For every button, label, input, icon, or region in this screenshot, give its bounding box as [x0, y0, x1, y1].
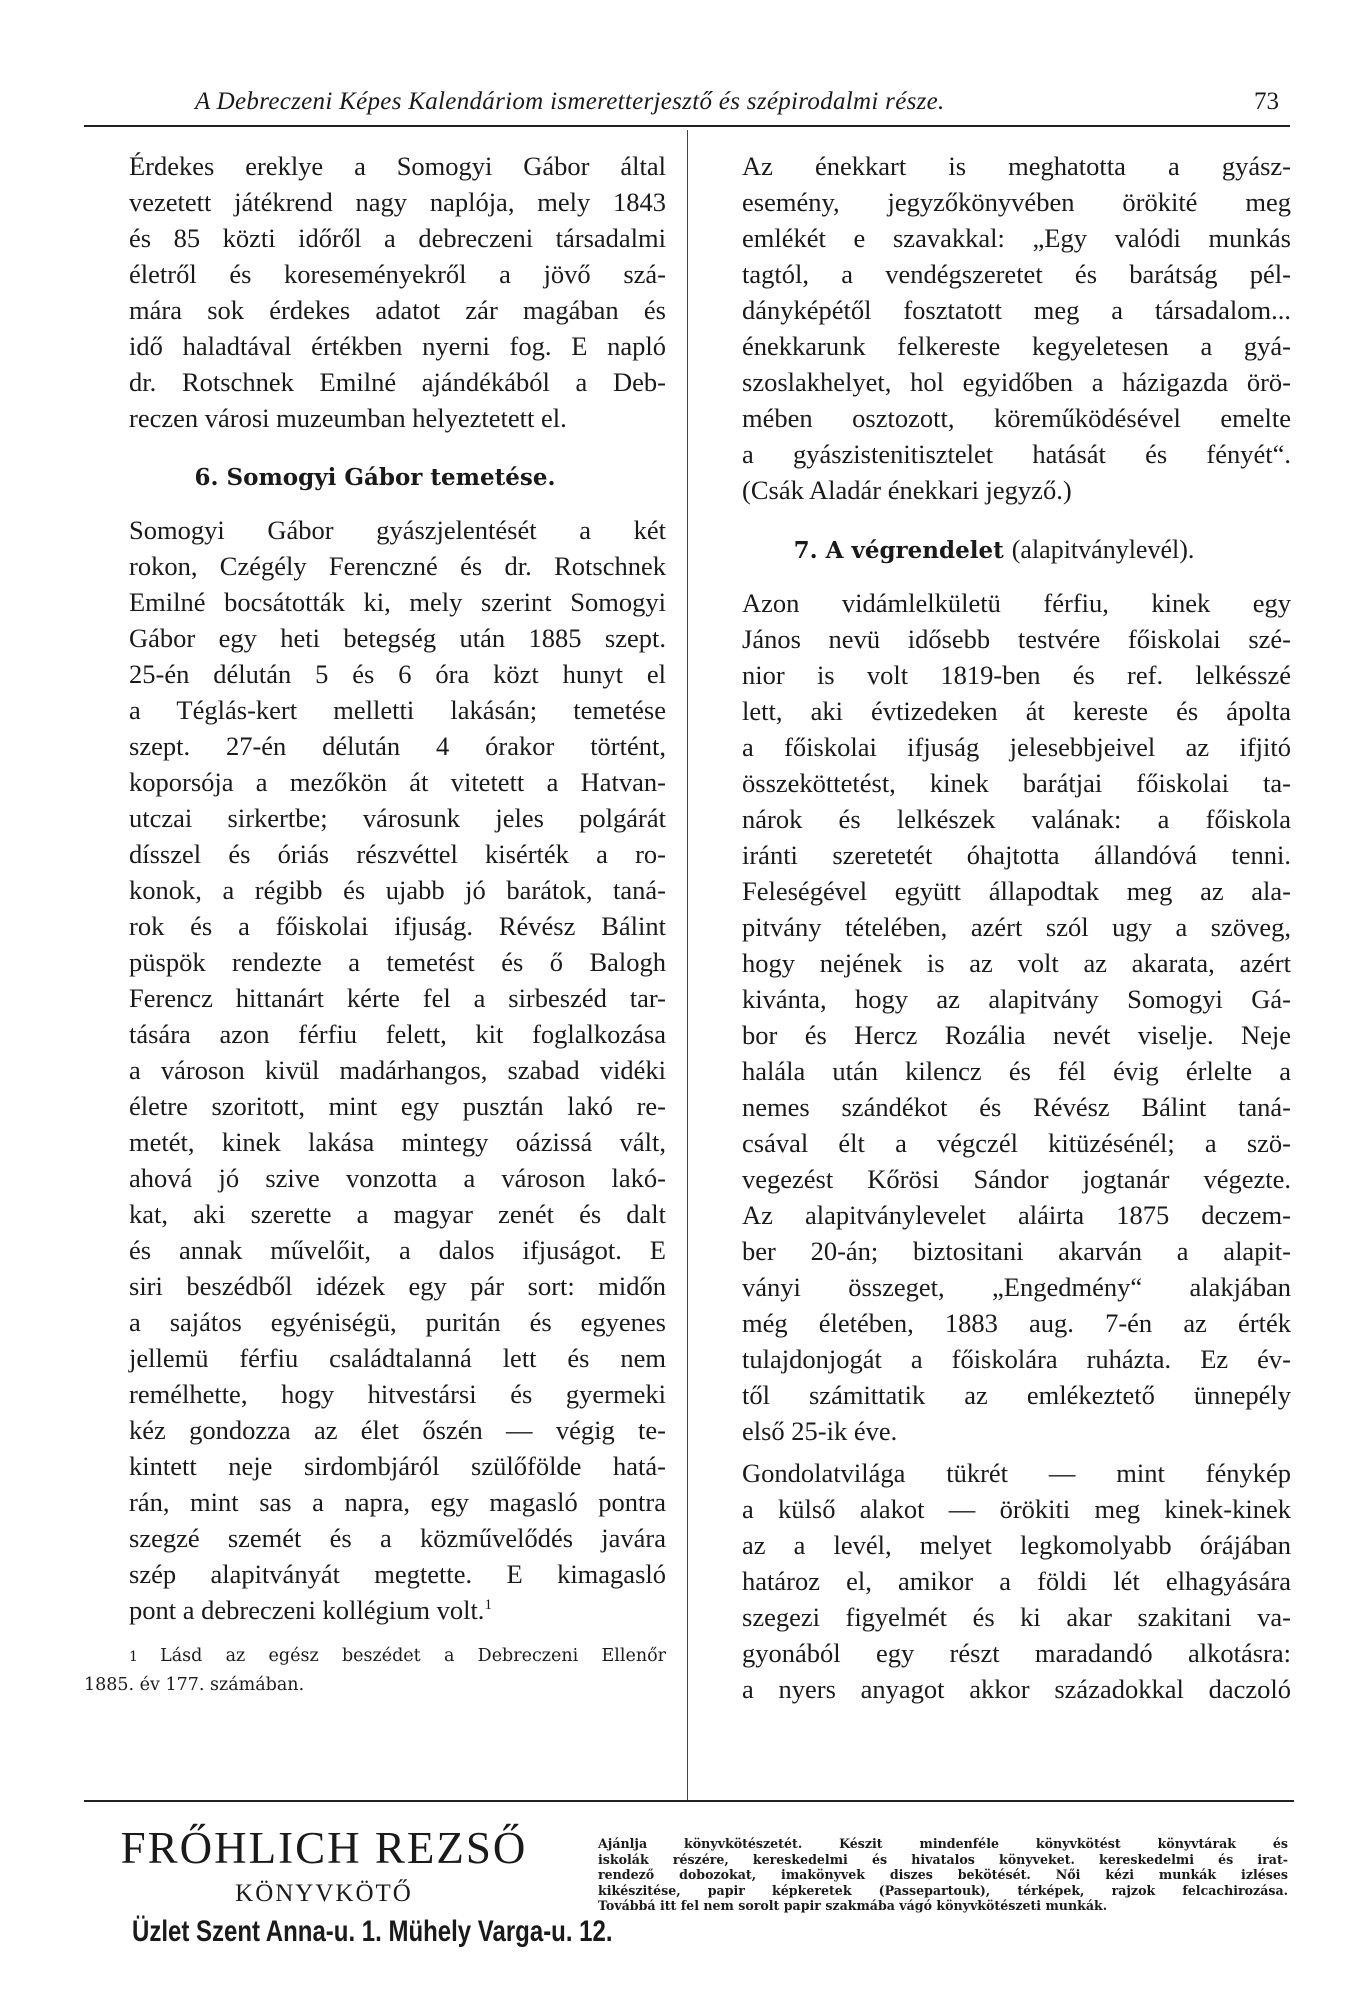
text-line: határoz el, amikor a földi lét elhagyására — [742, 1566, 1291, 1596]
text-line: kat, aki szerette a magyar zenét és dalt — [129, 1199, 666, 1229]
text-line: jellemü férfiu családtalanná lett és nem — [129, 1343, 666, 1373]
text-line: Somogyi Gábor gyászjelentését a két — [129, 515, 666, 545]
text-line: dányképétől fosztatott meg a társadalom... — [742, 295, 1291, 325]
text-line: tagtól, a vendégszeretet és barátság pél- — [742, 259, 1291, 289]
text-line: szép alapitványát megtette. E kimagasló — [129, 1559, 666, 1589]
text-line: esemény, jegyzőkönyvében örökité meg — [742, 187, 1291, 217]
text-line: Emilné bocsátották ki, mely szerint Somogyi — [129, 587, 666, 617]
text-line: pont a debreczeni kollégium volt.$^1$ — [129, 1595, 492, 1625]
text-line: Ferencz hittanárt kérte fel a sirbeszéd tar- — [129, 983, 666, 1013]
paragraph-testament — [697, 585, 1291, 1449]
text-line: kikészitése, papir képkeretek (Passepartouk), térképek, rajzok felcachirozása. — [598, 1882, 1288, 1898]
section-7-title-subtitle: (alapitványlevél). — [1011, 535, 1195, 564]
text-line: Feleségével együtt állapodtak meg az ala- — [742, 876, 1291, 906]
text-line: iskolák részére, kereskedelmi és hivatalos könyveket. kereskedelmi és irat- — [598, 1851, 1288, 1867]
text-line: bor és Hercz Rozália nevét viselje. Neje — [742, 1020, 1291, 1050]
text-line: szept. 27-én délután 4 órakor történt, — [129, 731, 666, 761]
text-line: pitvány tételében, azért szól ugy a szöveg, — [742, 912, 1291, 942]
text-line: szegezi figyelmét és ki akar szakitani va- — [742, 1602, 1291, 1632]
text-line: Az alapitványlevelet aláirta 1875 deczem- — [742, 1200, 1291, 1230]
text-line: Azon vidámlelkületü férfiu, kinek egy — [742, 588, 1291, 618]
header-rule — [84, 125, 1290, 127]
text-line: kintett neje sirdombjáról szülőfölde hatá- — [129, 1451, 666, 1481]
text-line: a nyers anyagot akkor századokkal daczoló — [742, 1674, 1291, 1704]
paragraph-choir — [697, 148, 1291, 508]
text-line: mében osztozott, köreműködésével emelte — [742, 403, 1291, 433]
text-line: tulajdonjogát a főiskolára ruházta. Ez év- — [742, 1344, 1291, 1374]
footnote-reference: 1 — [484, 1597, 492, 1614]
text-line: csával élt a végczél kitüzésénél; a szö- — [742, 1128, 1291, 1158]
advertisement-masthead — [84, 1822, 613, 1952]
text-line: remélhette, hogy hitvestársi és gyermeki — [129, 1379, 666, 1409]
text-line: vegezést Kőrösi Sándor jogtanár végezte. — [742, 1164, 1291, 1194]
footnote-line: 1885. év 177. számában. — [84, 1675, 305, 1695]
advertiser-trade: KÖNYVKÖTŐ — [235, 1880, 413, 1907]
text-line: emlékét e szavakkal: „Egy valódi munkás — [742, 223, 1291, 253]
text-line: a külső alakot — örökiti meg kinek-kinek — [742, 1494, 1291, 1524]
text-line: a sajátos egyéniségü, puritán és egyenes — [129, 1307, 666, 1337]
text-line: és 85 közti időről a debreczeni társadalmi — [129, 223, 666, 253]
text-line: mára sok érdekes adatot zár magában és — [129, 295, 666, 325]
text-line: első 25-ik éve. — [742, 1416, 898, 1446]
text-line: szegzé szemét és a közművelődés javára — [129, 1523, 666, 1553]
page-number: 73 — [1254, 88, 1279, 115]
text-line: től számittatik az emlékeztető ünnepély — [742, 1380, 1291, 1410]
text-line: rokon, Czégély Ferenczné és dr. Rotschnek — [129, 551, 666, 581]
text-line: kivánta, hogy az alapitvány Somogyi Gá- — [742, 984, 1291, 1014]
text-line: még életében, 1883 aug. 7-én az érték — [742, 1308, 1291, 1338]
footnote-line: 1 Lásd az egész beszédet a Debreczeni Ellenőr — [129, 1646, 667, 1666]
text-line: reczen városi muzeumban helyeztetett el. — [129, 403, 567, 433]
text-line: metét, kinek lakása mintegy oázissá vált, — [129, 1127, 666, 1157]
text-line: ber 20-án; biztositani akarván a alapit- — [742, 1236, 1291, 1266]
text-line: Gábor egy heti betegség után 1885 szept. — [129, 623, 666, 653]
advertisement-rule — [84, 1800, 1294, 1802]
text-line: ahová jó szive vonzotta a városon lakó- — [129, 1163, 666, 1193]
text-line: ványi összeget, „Engedmény“ alakjában — [742, 1272, 1291, 1302]
advertiser-name: FRŐHLICH REZSŐ — [120, 1823, 528, 1873]
text-line: koporsója a mezőkön át vitetett a Hatvan- — [129, 767, 666, 797]
running-header — [0, 88, 1347, 128]
paragraph-funeral — [84, 512, 666, 1628]
right-column — [697, 148, 1291, 1707]
text-line: 25-én délután 5 és 6 óra közt hunyt el — [129, 659, 666, 689]
text-line: Ajánlja könyvkötészetét. Készit mindenféle könyvkötést könyvtárak és — [598, 1836, 1288, 1851]
text-line: Továbbá itt fel nem sorolt papir szakmába vágó könyvkötészeti munkák. — [598, 1898, 1108, 1913]
text-line: iránti szeretetét óhajtotta állandóvá tenni. — [742, 840, 1291, 870]
section-6-title: 6. Somogyi Gábor temetése. — [194, 464, 556, 491]
footnote-marker: 1 — [129, 1649, 161, 1665]
text-line: nemes szándékot és Révész Bálint taná- — [742, 1092, 1291, 1122]
text-line: rán, mint sas a napra, egy magasló pontra — [129, 1487, 666, 1517]
text-line: énekkarunk felkereste kegyeletesen a gyá- — [742, 331, 1291, 361]
text-line: szoslakhelyet, hol egyidőben a házigazda örö- — [742, 367, 1291, 397]
text-line: dísszel és óriás részvéttel kisérték a ro- — [129, 839, 666, 869]
text-line: rendező dobozokat, imakönyvek diszes bekötését. Női kézi munkák izléses — [598, 1867, 1288, 1882]
text-line: halála után kilencz és fél évig érlelte a — [742, 1056, 1291, 1086]
text-line: konok, a régibb és ujabb jó barátok, taná- — [129, 875, 666, 905]
text-line: János nevü idősebb testvére főiskolai szé- — [742, 624, 1291, 654]
text-line: gyonából egy részt maradandó alkotásra: — [742, 1638, 1291, 1668]
text-line: siri beszédből idézek egy pár sort: midőn — [129, 1271, 666, 1301]
text-line: Az énekkart is meghatotta a gyász- — [742, 151, 1291, 181]
text-line: utczai sirkertbe; városunk jeles polgárát — [129, 803, 666, 833]
text-line: vezetett játékrend nagy naplója, mely 1843 — [129, 187, 666, 217]
text-line: hogy nejének is az volt az akarata, azért — [742, 948, 1291, 978]
text-line: lett, aki évtizedeken át kereste és ápolta — [742, 696, 1291, 726]
text-line: Érdekes ereklye a Somogyi Gábor által — [129, 151, 666, 181]
text-line: a gyászistenitisztelet hatását és fényét“. — [742, 439, 1291, 469]
text-line: életről és koreseményekről a jövő szá- — [129, 259, 666, 289]
column-divider — [687, 130, 688, 1800]
text-line: nior is volt 1819-ben és ref. lelkésszé — [742, 660, 1291, 690]
footnote — [84, 1642, 666, 1699]
text-line: összeköttetést, kinek barátjai főiskolai ta- — [742, 768, 1291, 798]
text-line: (Csák Aladár énekkari jegyző.) — [742, 475, 1072, 505]
text-line: püspök rendezte a temetést és ő Balogh — [129, 947, 666, 977]
advertiser-address: Üzlet Szent Anna-u. 1. Mühely Varga-u. 12. — [132, 1915, 613, 1948]
advertisement-description — [598, 1836, 1288, 1914]
text-line: dr. Rotschnek Emilné ajándékából a Deb- — [129, 367, 666, 397]
text-line: nárok és lelkészek valának: a főiskola — [742, 804, 1291, 834]
left-column — [84, 148, 666, 1699]
section-7-title-bold: 7. A végrendelet — [793, 537, 1004, 564]
text-line: az a levél, melyet legkomolyabb órájában — [742, 1530, 1291, 1560]
text-line: életre szoritott, mint egy pusztán lakó re- — [129, 1091, 666, 1121]
running-title: A Debreczeni Képes Kalendáriom ismeretterjesztő és szépirodalmi része. — [195, 88, 945, 115]
text-line: Gondolatvilága tükrét — mint fénykép — [742, 1458, 1291, 1488]
paragraph-relic — [84, 148, 666, 436]
text-line: a városon kivül madárhangos, szabad vidéki — [129, 1055, 666, 1085]
paragraph-thoughts — [697, 1455, 1291, 1707]
text-line: kéz gondozza az élet őszén — végig te- — [129, 1415, 666, 1445]
text-line: és annak művelőit, a dalos ifjuságot. E — [129, 1235, 666, 1265]
text-line: tására azon férfiu felett, kit foglalkozása — [129, 1019, 666, 1049]
text-line: rok és a főiskolai ifjuság. Révész Bálint — [129, 911, 666, 941]
text-line: a főiskolai ifjuság jelesebbjeivel az ifjitó — [742, 732, 1291, 762]
text-line: a Téglás-kert melletti lakásán; temetése — [129, 695, 666, 725]
section-7-title — [697, 532, 1291, 569]
text-line: idő haladtával értékben nyerni fog. E napló — [129, 331, 666, 361]
